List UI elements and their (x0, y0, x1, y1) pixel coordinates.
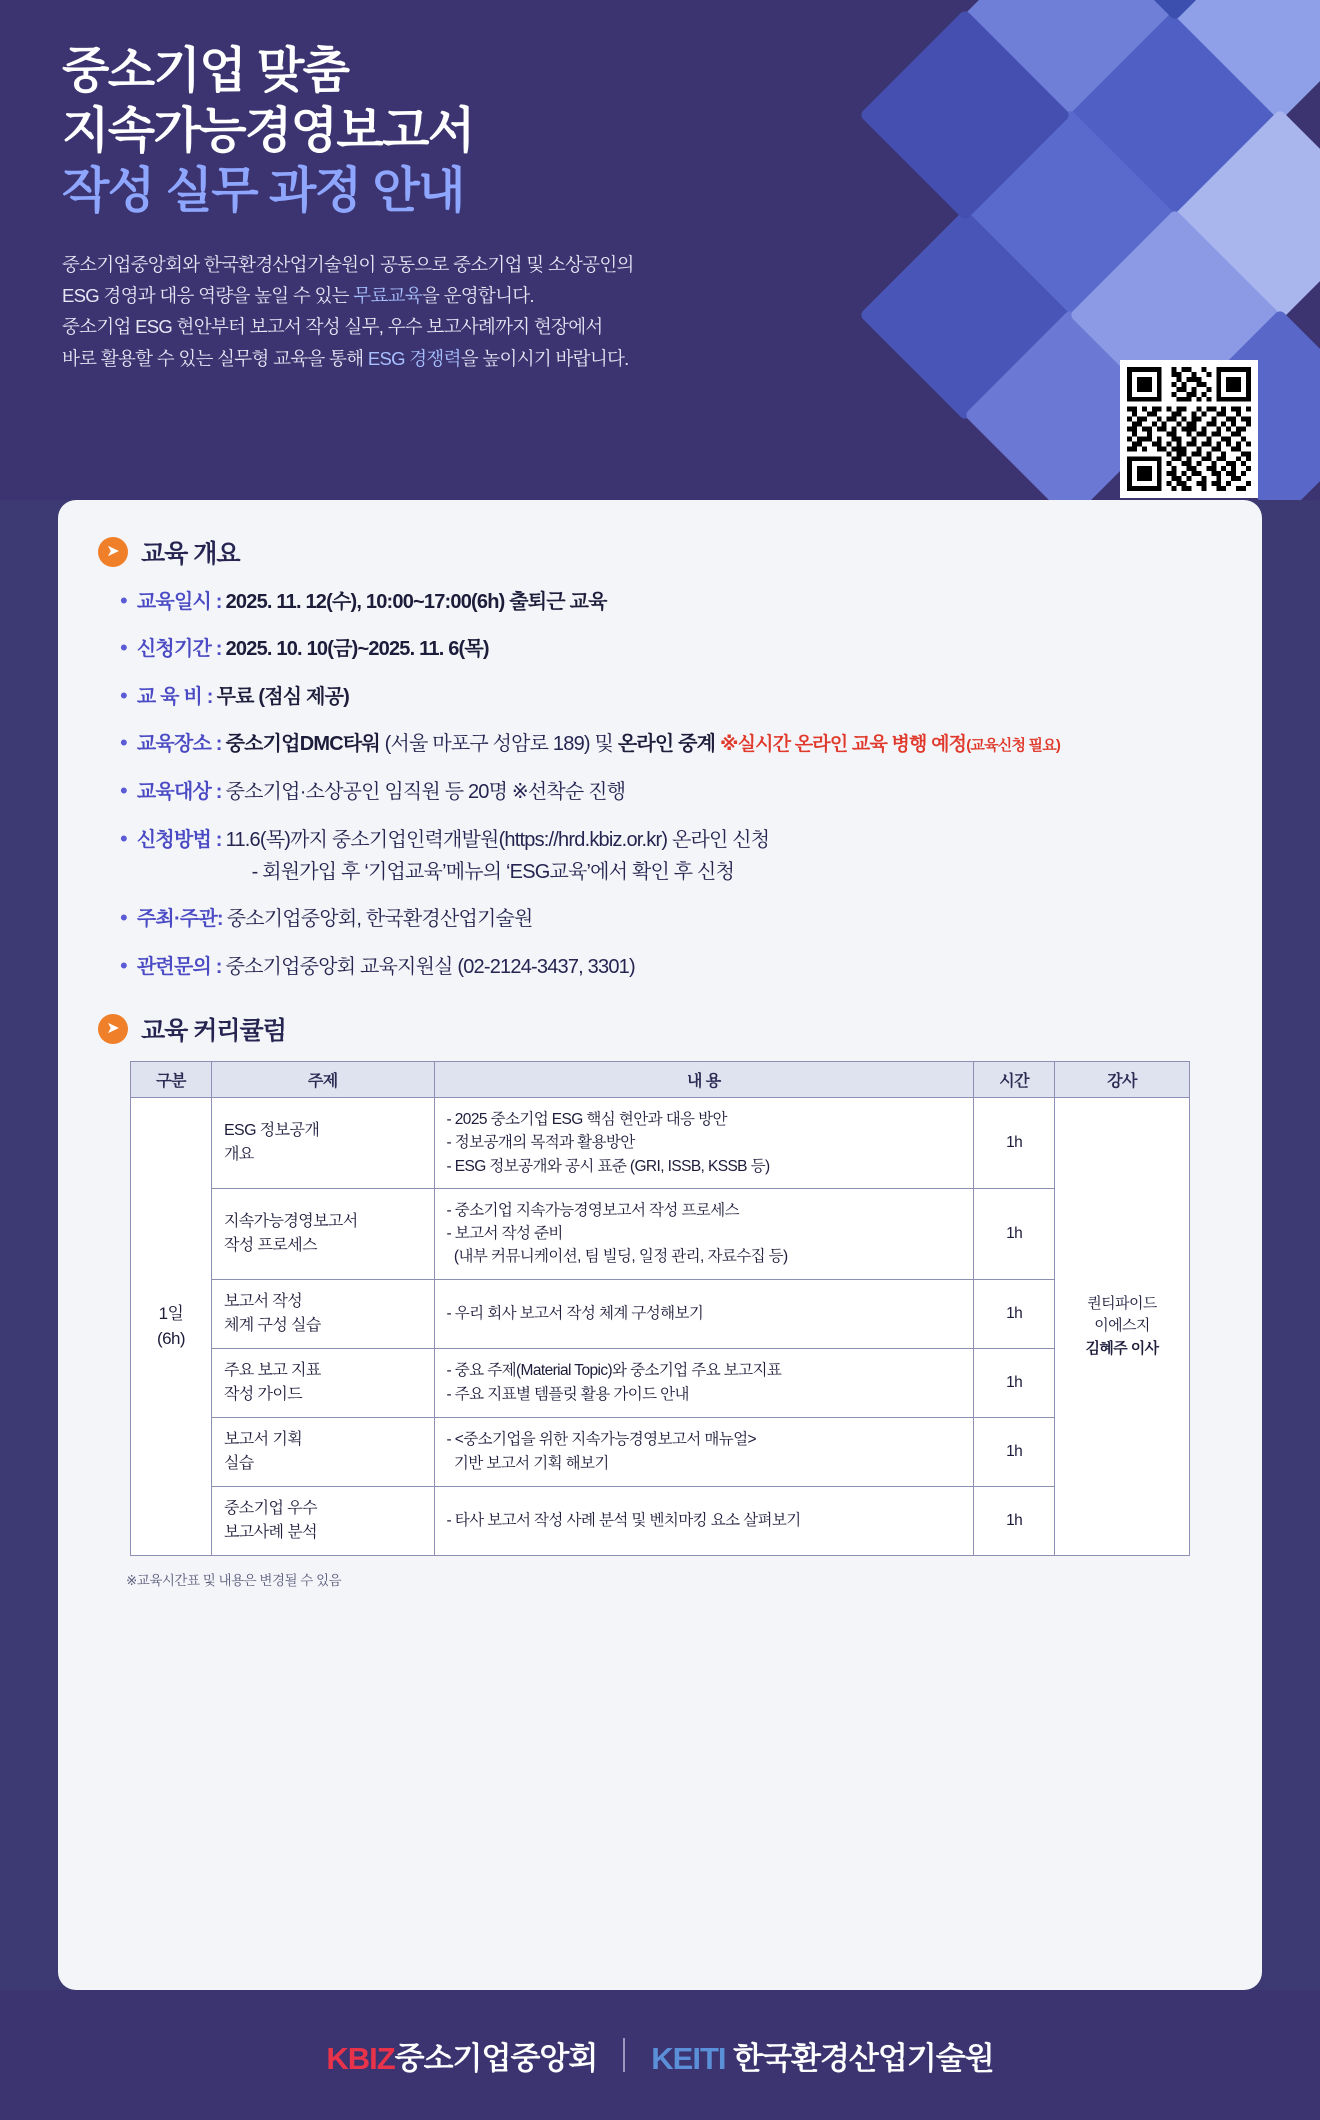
info-value-target: 중소기업·소상공인 임직원 등 20명 ※선착순 진행 (225, 781, 626, 804)
qr-code-icon[interactable] (1120, 360, 1258, 498)
cell-lecturer (1055, 1098, 1190, 1556)
info-label-apply-method: 신청방법 : (136, 828, 222, 851)
info-row-target (120, 778, 1222, 806)
table-footnote: ※교육시간표 및 내용은 변경될 수 있음 (126, 1572, 342, 1588)
venue-name: 중소기업DMC타워 (225, 733, 380, 756)
topic-5-line-1: 보고서 기획 (223, 1430, 303, 1448)
cell-contents-1 (434, 1098, 974, 1189)
subtitle-line-2 (62, 280, 634, 311)
lecturer-line-2: 이에스지 (1094, 1317, 1150, 1335)
subtitle-line-4 (62, 343, 634, 374)
content-card (58, 500, 1262, 1990)
day-line-2: (6h) (157, 1329, 185, 1349)
subtitle-line-1: 중소기업중앙회와 한국환경산업기술원이 공동으로 중소기업 및 소상공인의 (62, 254, 634, 276)
table-row (131, 1417, 1190, 1486)
content-4-1: - 중요 주제(Material Topic)와 중소기업 주요 보고지표 (446, 1362, 782, 1380)
bullet-icon: • (120, 730, 127, 756)
chevron-right-icon: ➤ (98, 1014, 128, 1044)
table-row (131, 1348, 1190, 1417)
bullet-icon: • (120, 825, 127, 851)
subtitle-line-4c: 을 높이시기 바랍니다. (460, 347, 629, 369)
info-row-apply-method (120, 826, 1222, 887)
title-line-1: 중소기업 맞춤 (62, 44, 349, 98)
bullet-icon: • (120, 635, 127, 661)
page-title (62, 42, 634, 221)
topic-3-line-1: 보고서 작성 (223, 1292, 303, 1310)
title-line-2: 지속가능경영보고서 (62, 103, 474, 158)
title-block (62, 42, 634, 374)
topic-6-line-2: 보고사례 분석 (223, 1523, 317, 1541)
cell-topic-5 (211, 1417, 434, 1486)
topic-5-line-2: 실습 (223, 1454, 254, 1472)
col-header-division: 구분 (131, 1062, 212, 1098)
info-row-contact (120, 953, 1222, 981)
col-header-contents: 내 용 (434, 1062, 974, 1098)
col-header-time: 시간 (974, 1062, 1055, 1098)
table-row (131, 1279, 1190, 1348)
subtitle-line-4a: 바로 활용할 수 있는 실무형 교육을 통해 (62, 347, 368, 369)
info-label-application-period: 신청기간 : (136, 638, 222, 661)
kbiz-name: 중소기업중앙회 (394, 2040, 598, 2076)
cell-topic-1 (211, 1098, 434, 1189)
cell-topic-4 (211, 1348, 434, 1417)
content-4-2: - 주요 지표별 템플릿 활용 가이드 안내 (446, 1385, 689, 1403)
content-5-1: - <중소기업을 위한 지속가능경영보고서 매뉴얼> (446, 1431, 756, 1449)
bullet-icon: • (120, 952, 127, 978)
cell-time-3: 1h (974, 1279, 1055, 1348)
info-value-application-period: 2025. 10. 10(금)~2025. 11. 6(목) (225, 638, 489, 661)
cell-contents-4 (434, 1348, 974, 1417)
subtitle-block (62, 249, 634, 373)
venue-note-main: ※실시간 온라인 교육 병행 예정 (719, 734, 967, 756)
content-5-2: 기반 보고서 기획 해보기 (446, 1454, 609, 1472)
topic-2-line-1: 지속가능경영보고서 (223, 1212, 358, 1230)
bullet-icon: • (120, 682, 127, 708)
info-value-apply-method (226, 826, 770, 887)
bullet-icon: • (120, 778, 127, 804)
info-row-host (120, 905, 1222, 933)
info-row-datetime (120, 588, 1222, 616)
title-line-3: 작성 실무 과정 안내 (62, 163, 464, 218)
info-value-contact: 중소기업중앙회 교육지원실 (02-2124-3437, 3301) (225, 955, 635, 978)
section-title-curriculum: 교육 커리큘럼 (141, 1017, 286, 1046)
col-header-lecturer: 강사 (1055, 1062, 1190, 1098)
info-row-fee (120, 683, 1222, 711)
info-label-datetime: 교육일시 : (136, 591, 222, 613)
cell-contents-6 (434, 1486, 974, 1555)
content-1-2: - 정보공개의 목적과 활용방안 (446, 1134, 635, 1152)
cell-contents-5 (434, 1417, 974, 1486)
table-row (131, 1486, 1190, 1555)
info-value-fee: 무료 (점심 제공) (216, 685, 349, 708)
keiti-name: 한국환경산업기술원 (733, 2040, 994, 2076)
table-row (131, 1188, 1190, 1279)
cell-time-1: 1h (974, 1098, 1055, 1189)
subtitle-highlight-esg: ESG 경쟁력 (367, 347, 461, 369)
table-header-row (131, 1062, 1190, 1098)
section-title-overview: 교육 개요 (141, 540, 240, 568)
topic-1-line-2: 개요 (223, 1145, 254, 1163)
poster-footer (0, 1990, 1320, 2120)
content-1-1: - 2025 중소기업 ESG 핵심 현안과 대응 방안 (446, 1111, 727, 1129)
cell-time-2: 1h (974, 1188, 1055, 1279)
bullet-icon: • (120, 588, 127, 613)
content-6-1: - 타사 보고서 작성 사례 분석 및 벤치마킹 요소 살펴보기 (446, 1511, 801, 1529)
footer-divider (623, 2038, 625, 2072)
content-2-2: - 보고서 작성 준비 (446, 1225, 563, 1243)
venue-address: (서울 마포구 성암로 189) 및 (379, 733, 618, 756)
subtitle-line-2c: 을 운영합니다. (421, 285, 534, 307)
venue-online: 온라인 중계 (617, 733, 716, 756)
kbiz-logo (326, 2033, 597, 2078)
info-label-fee: 교 육 비 : (136, 685, 213, 708)
venue-note-small: (교육신청 필요) (966, 737, 1061, 755)
subtitle-line-2a: ESG 경영과 대응 역량을 높일 수 있는 (62, 285, 354, 307)
topic-6-line-1: 중소기업 우수 (223, 1499, 317, 1517)
info-value-datetime: 2025. 11. 12(수), 10:00~17:00(6h) 출퇴근 교육 (225, 591, 607, 613)
table-row (131, 1098, 1190, 1189)
content-3-1: - 우리 회사 보고서 작성 체계 구성해보기 (446, 1304, 704, 1322)
topic-2-line-2: 작성 프로세스 (223, 1236, 317, 1254)
keiti-mark: KEITI (651, 2040, 726, 2076)
topic-1-line-1: ESG 정보공개 (223, 1121, 320, 1139)
topic-4-line-2: 작성 가이드 (223, 1385, 303, 1403)
content-2-3: (내부 커뮤니케이션, 팀 빌딩, 일정 관리, 자료수집 등) (446, 1248, 788, 1266)
lecturer-line-3: 김혜주 이사 (1085, 1339, 1159, 1357)
apply-method-sub: - 회원가입 후 ‘기업교육’메뉴의 ‘ESG교육’에서 확인 후 신청 (251, 860, 735, 883)
content-2-1: - 중소기업 지속가능경영보고서 작성 프로세스 (446, 1201, 739, 1219)
info-row-application-period (120, 635, 1222, 663)
day-line-1: 1일 (158, 1303, 184, 1323)
cell-contents-3 (434, 1279, 974, 1348)
keiti-logo (651, 2033, 993, 2078)
cell-topic-2 (211, 1188, 434, 1279)
info-label-target: 교육대상 : (136, 781, 222, 804)
cell-topic-6 (211, 1486, 434, 1555)
overview-list (120, 588, 1222, 981)
bullet-icon: • (120, 905, 127, 931)
kbiz-mark: KBIZ (326, 2040, 395, 2076)
info-row-venue (120, 730, 1222, 759)
cell-time-6: 1h (974, 1486, 1055, 1555)
subtitle-line-3: 중소기업 ESG 현안부터 보고서 작성 실무, 우수 보고사례까지 현장에서 (62, 316, 603, 338)
chevron-right-icon: ➤ (98, 537, 128, 567)
section-header-overview (98, 534, 1222, 570)
subtitle-highlight-free: 무료교육 (353, 285, 422, 307)
venue-note (720, 734, 1060, 755)
cell-division-day (131, 1098, 212, 1556)
info-label-venue: 교육장소 : (136, 733, 222, 756)
curriculum-table (130, 1061, 1190, 1556)
cell-contents-2 (434, 1188, 974, 1279)
lecturer-line-1: 퀀티파이드 (1087, 1294, 1157, 1312)
content-1-3: - ESG 정보공개와 공시 표준 (GRI, ISSB, KSSB 등) (446, 1157, 770, 1175)
cell-time-5: 1h (974, 1417, 1055, 1486)
lecturer-name (1067, 1338, 1177, 1361)
topic-4-line-1: 주요 보고 지표 (223, 1361, 321, 1379)
info-label-contact: 관련문의 : (136, 955, 222, 978)
cell-topic-3 (211, 1279, 434, 1348)
cell-time-4: 1h (974, 1348, 1055, 1417)
info-value-host: 중소기업중앙회, 한국환경산업기술원 (226, 908, 533, 931)
poster-header (0, 0, 1320, 500)
section-header-curriculum (98, 1011, 1222, 1047)
info-value-venue (226, 730, 1060, 759)
info-label-host: 주최·주관: (136, 908, 223, 931)
apply-method-main: 11.6(목)까지 중소기업인력개발원(https://hrd.kbiz.or.kr) 온라인 신청 (225, 828, 770, 851)
col-header-topic: 주제 (211, 1062, 434, 1098)
topic-3-line-2: 체계 구성 실습 (223, 1316, 321, 1334)
